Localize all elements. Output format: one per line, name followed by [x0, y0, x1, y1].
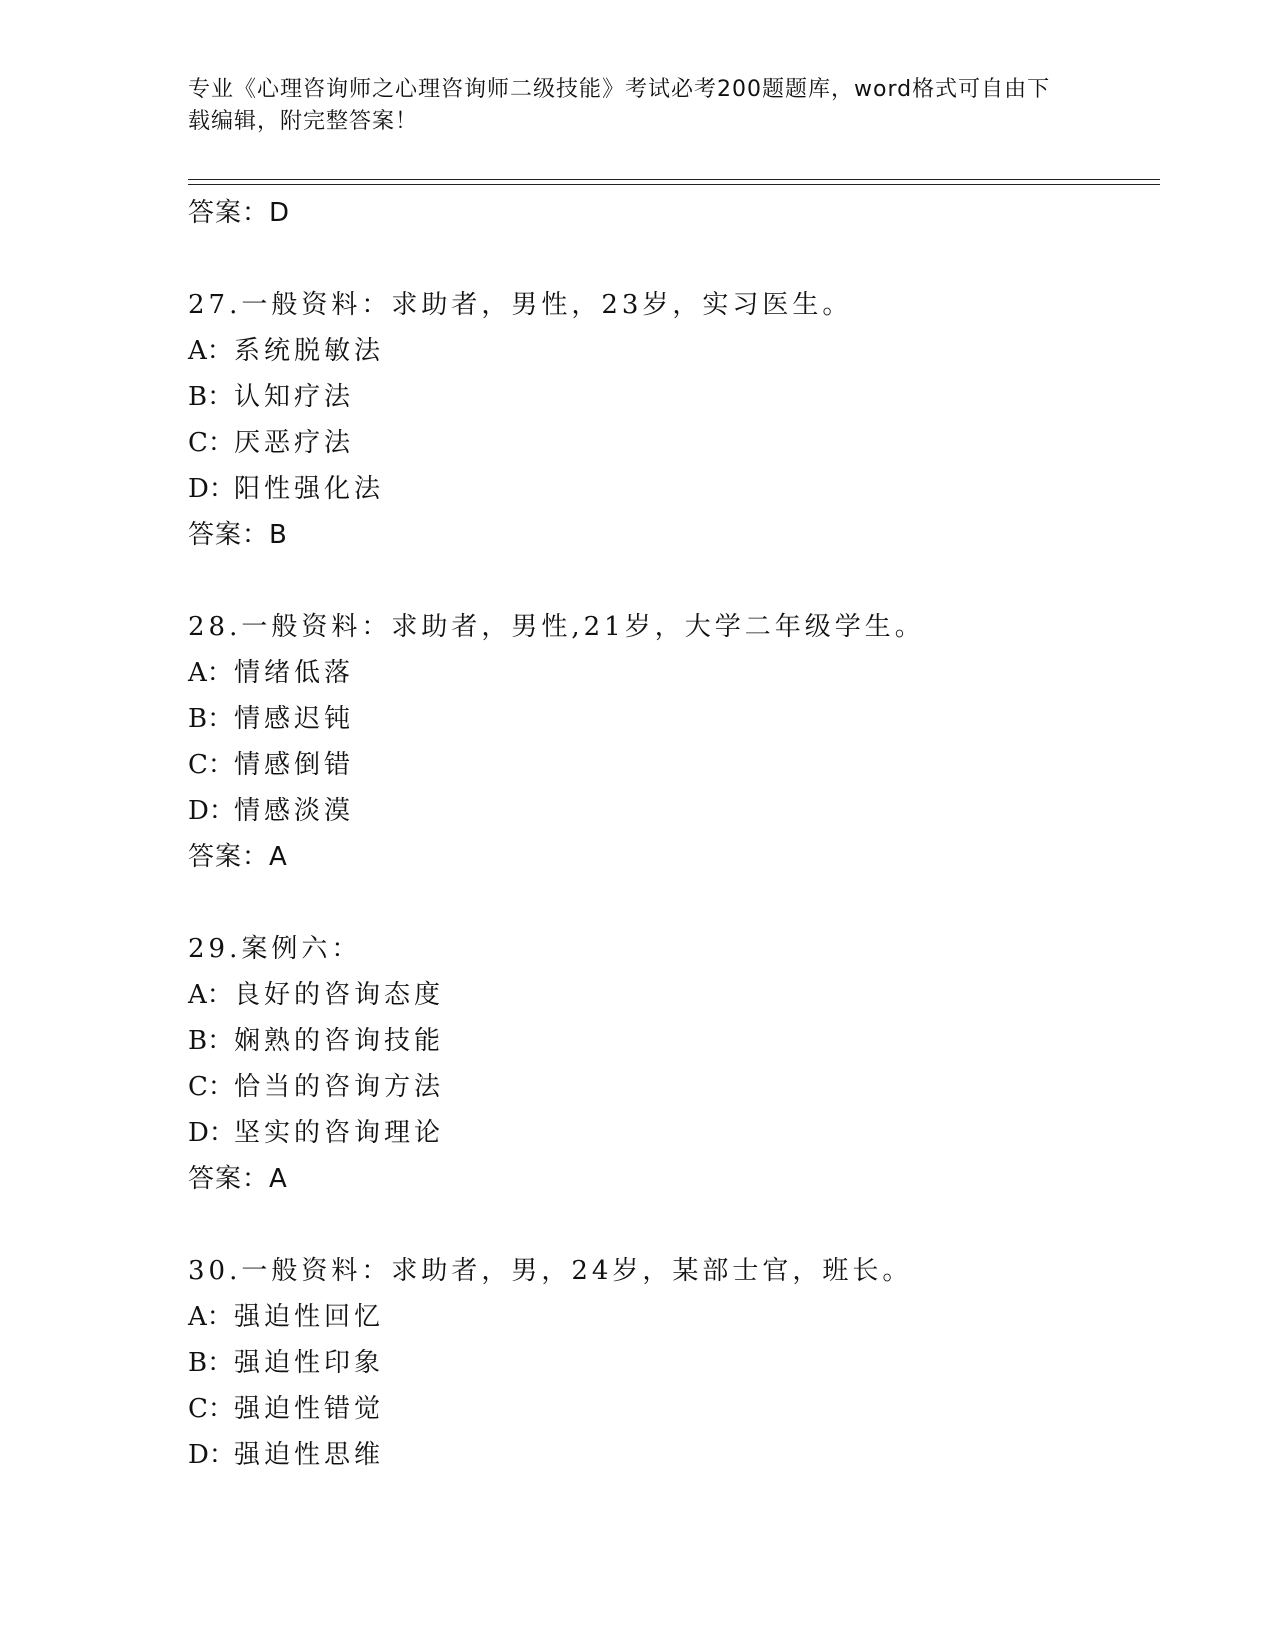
option-b — [188, 696, 1168, 742]
option-key: D： — [188, 796, 235, 826]
option-key: A： — [188, 1302, 233, 1332]
option-text: 情感迟钝 — [234, 704, 355, 734]
question-list — [188, 190, 1168, 1478]
option-key: C： — [188, 1394, 234, 1424]
option-a — [188, 650, 1168, 696]
option-b — [188, 1340, 1168, 1386]
option-a — [188, 328, 1168, 374]
option-key: C： — [188, 1072, 234, 1102]
option-b — [188, 374, 1168, 420]
option-text: 娴熟的咨询技能 — [234, 1026, 445, 1056]
option-key: B： — [188, 382, 234, 412]
option-text: 坚实的咨询理论 — [234, 1118, 445, 1148]
option-key: D： — [188, 1118, 235, 1148]
option-text: 系统脱敏法 — [234, 336, 385, 366]
option-text: 阳性强化法 — [234, 474, 385, 504]
option-c — [188, 1386, 1168, 1432]
option-key: B： — [188, 704, 234, 734]
answer-label: 答案：A — [188, 842, 288, 872]
option-text: 厌恶疗法 — [234, 428, 355, 458]
question-stem: 28.一般资料：求助者，男性,21岁，大学二年级学生。 — [188, 612, 925, 642]
option-c — [188, 742, 1168, 788]
option-key: A： — [188, 336, 233, 366]
option-b — [188, 1018, 1168, 1064]
answer-label: 答案：D — [188, 198, 291, 228]
option-text: 情感淡漠 — [234, 796, 355, 826]
question-item — [188, 282, 1168, 558]
header-divider-top — [188, 179, 1160, 180]
option-text: 认知疗法 — [234, 382, 355, 412]
question-item — [188, 1248, 1168, 1478]
answer-label: 答案：A — [188, 1164, 288, 1194]
option-key: A： — [188, 980, 233, 1010]
option-text: 恰当的咨询方法 — [234, 1072, 445, 1102]
option-d — [188, 788, 1168, 834]
question-stem: 29.案例六： — [188, 934, 362, 964]
option-text: 情感倒错 — [234, 750, 355, 780]
option-c — [188, 420, 1168, 466]
option-c — [188, 1064, 1168, 1110]
answer-label: 答案：B — [188, 520, 288, 550]
option-text: 情绪低落 — [234, 658, 355, 688]
page-header: 专业《心理咨询师之心理咨询师二级技能》考试必考200题题库，word格式可自由下载编辑，附完整答案！ — [188, 77, 1051, 134]
option-key: A： — [188, 658, 233, 688]
option-key: B： — [188, 1026, 234, 1056]
option-key: D： — [188, 1440, 235, 1470]
question-item — [188, 604, 1168, 880]
question-item — [188, 926, 1168, 1202]
option-text: 强迫性错觉 — [234, 1394, 385, 1424]
question-stem: 27.一般资料：求助者，男性，23岁，实习医生。 — [188, 290, 853, 320]
option-key: D： — [188, 474, 235, 504]
option-text: 强迫性印象 — [234, 1348, 385, 1378]
option-text: 强迫性思维 — [234, 1440, 385, 1470]
option-d — [188, 1110, 1168, 1156]
option-key: C： — [188, 428, 234, 458]
option-text: 强迫性回忆 — [234, 1302, 385, 1332]
header-divider-bottom — [188, 184, 1160, 185]
option-d — [188, 1432, 1168, 1478]
option-a — [188, 1294, 1168, 1340]
option-d — [188, 466, 1168, 512]
option-text: 良好的咨询态度 — [234, 980, 445, 1010]
option-key: C： — [188, 750, 234, 780]
option-a — [188, 972, 1168, 1018]
question-stem: 30.一般资料：求助者，男，24岁，某部士官，班长。 — [188, 1256, 913, 1286]
option-key: B： — [188, 1348, 234, 1378]
